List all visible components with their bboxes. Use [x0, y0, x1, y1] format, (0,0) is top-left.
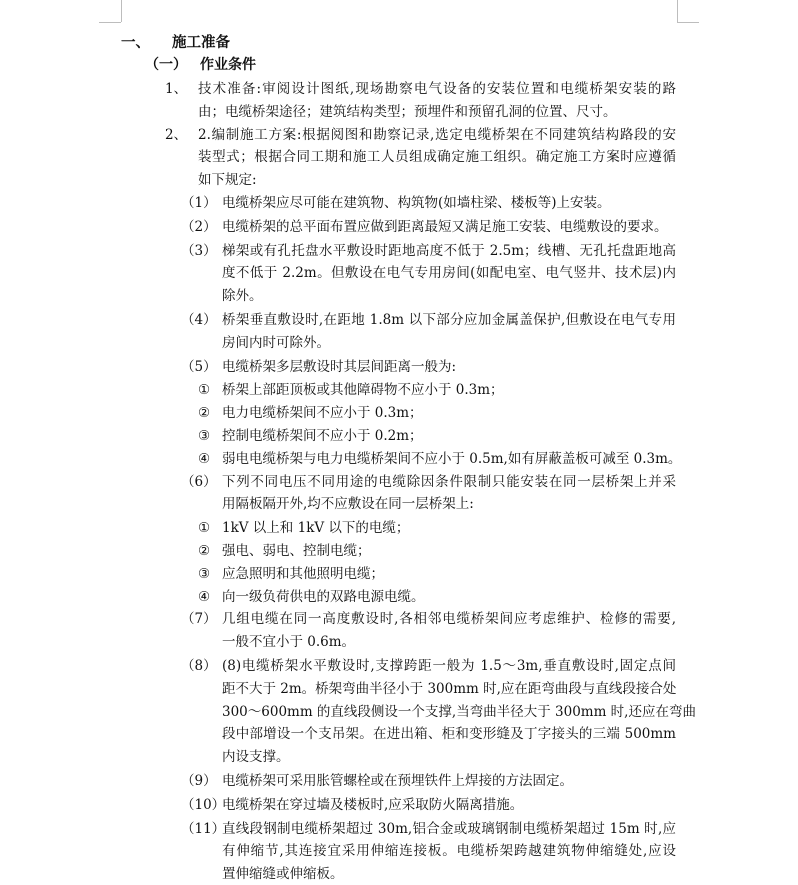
item-text: 度不低于 2.2m。但敷设在电气专用房间(如配电室、电气竖井、技术层)内: [222, 265, 676, 282]
item-text: 置伸缩缝或伸缩板。: [222, 866, 344, 883]
item-text: 向一级负荷供电的双路电源电缆。: [222, 588, 425, 605]
margin-corner-mark: [121, 0, 122, 22]
item-text: 有伸缩节,其连接宜采用伸缩连接板。电缆桥架跨越建筑物伸缩缝处,应设: [222, 843, 676, 860]
item-number: （4）: [181, 312, 217, 328]
margin-corner-mark: [677, 22, 699, 23]
item-number: ③: [198, 565, 211, 582]
item-text: 电缆桥架的总平面布置应做到距离最短又满足施工安装、电缆敷设的要求。: [222, 218, 668, 235]
item-text: 下列不同电压不同用途的电缆除因条件限制只能安装在同一层桥架上并采: [222, 473, 676, 490]
item-number: ①: [198, 520, 211, 537]
item-text: 直线段钢制电缆桥架超过 30m,铝合金或玻璃钢制电缆桥架超过 15m 时,应: [222, 820, 676, 837]
item-number: （2）: [181, 218, 217, 235]
item-number: （11）: [181, 820, 226, 837]
item-number: ②: [198, 543, 211, 559]
section-title: 施工准备: [172, 35, 230, 51]
item-text: 几组电缆在同一高度敷设时,各相邻电缆桥架间应考虑维护、检修的需要,: [222, 611, 676, 628]
item-text: 应急照明和其他照明电缆；: [222, 565, 384, 582]
item-number: ①: [198, 382, 211, 399]
item-text: 装型式；根据合同工期和施工人员组成确定施工组织。确定施工方案时应遵循: [198, 149, 676, 166]
item-text: 1kV 以上和 1kV 以下的电缆；: [222, 520, 410, 537]
item-text: 2.编制施工方案:根据阅图和勘察记录,选定电缆桥架在不同建筑结构路段的安: [198, 126, 676, 143]
item-text: 段中部增设一个支吊架。在进出箱、柜和变形缝及丁字接头的三端 500mm: [222, 726, 676, 743]
item-number: ④: [198, 588, 211, 605]
item-number: 1、: [165, 81, 188, 97]
item-text: 控制电缆桥架间不应小于 0.2m；: [222, 428, 423, 444]
item-number: 2、: [165, 126, 188, 143]
item-number: （1）: [181, 195, 217, 211]
item-number: （8）: [181, 658, 217, 674]
item-number: （3）: [181, 242, 217, 259]
item-text: 电缆桥架应尽可能在建筑物、构筑物(如墙柱梁、楼板等)上安装。: [222, 195, 611, 211]
item-text: 桥架垂直敷设时,在距地 1.8m 以下部分应加金属盖保护,但敷设在电气专用: [222, 312, 676, 328]
item-number: （7）: [181, 611, 217, 628]
item-number: ②: [198, 405, 211, 422]
item-text: 电力电缆桥架间不应小于 0.3m；: [222, 405, 423, 422]
item-text: 一般不宜小于 0.6m。: [222, 634, 356, 651]
item-number: （6）: [181, 473, 217, 490]
margin-corner-mark: [677, 0, 678, 22]
item-number: ④: [198, 450, 211, 467]
item-text: 房间内时可除外。: [222, 334, 330, 351]
item-text: 强电、弱电、控制电缆；: [222, 543, 371, 559]
margin-corner-mark: [99, 22, 121, 23]
subsection-number: （一）: [145, 57, 187, 73]
item-text: 如下规定:: [198, 172, 257, 189]
item-text: 由；电缆桥架途径；建筑结构类型；预埋件和预留孔洞的位置、尺寸。: [198, 103, 617, 120]
item-text: 距不大于 2m。桥架弯曲半径小于 300mm 时,应在距弯曲段与直线段接合处: [222, 680, 677, 697]
item-number: （10）: [181, 796, 226, 813]
section-number: 一、: [121, 35, 150, 51]
item-text: 内设支撑。: [222, 749, 290, 766]
item-text: 弱电电缆桥架与电力电缆桥架间不应小于 0.5m,如有屏蔽盖板可减至 0.3m。: [222, 450, 682, 467]
item-number: （5）: [181, 358, 217, 375]
item-text: 桥架上部距顶板或其他障碍物不应小于 0.3m；: [222, 382, 504, 399]
item-text: 电缆桥架多层敷设时其层间距离一般为:: [222, 358, 457, 375]
item-text: 电缆桥架在穿过墙及楼板时,应采取防火隔离措施。: [222, 796, 524, 813]
subsection-title: 作业条件: [200, 57, 256, 73]
item-text: 300～600mm 的直线段侧设一个支撑,当弯曲半径大于 300mm 时,还应在弯曲: [222, 703, 696, 720]
item-text: (8)电缆桥架水平敷设时,支撑跨距一般为 1.5～3m,垂直敷设时,固定点间: [222, 658, 676, 674]
item-text: 技术准备:审阅设计图纸,现场勘察电气设备的安装位置和电缆桥架安装的路: [198, 81, 676, 97]
item-text: 除外。: [222, 288, 263, 305]
item-text: 梯架或有孔托盘水平敷设时距地高度不低于 2.5m；线槽、无孔托盘距地高: [222, 242, 676, 259]
item-text: 用隔板隔开外,均不应敷设在同一层桥架上:: [222, 496, 474, 513]
item-number: （9）: [181, 773, 217, 789]
item-text: 电缆桥架可采用胀管螺栓或在预埋铁件上焊接的方法固定。: [222, 773, 573, 789]
item-number: ③: [198, 428, 211, 444]
